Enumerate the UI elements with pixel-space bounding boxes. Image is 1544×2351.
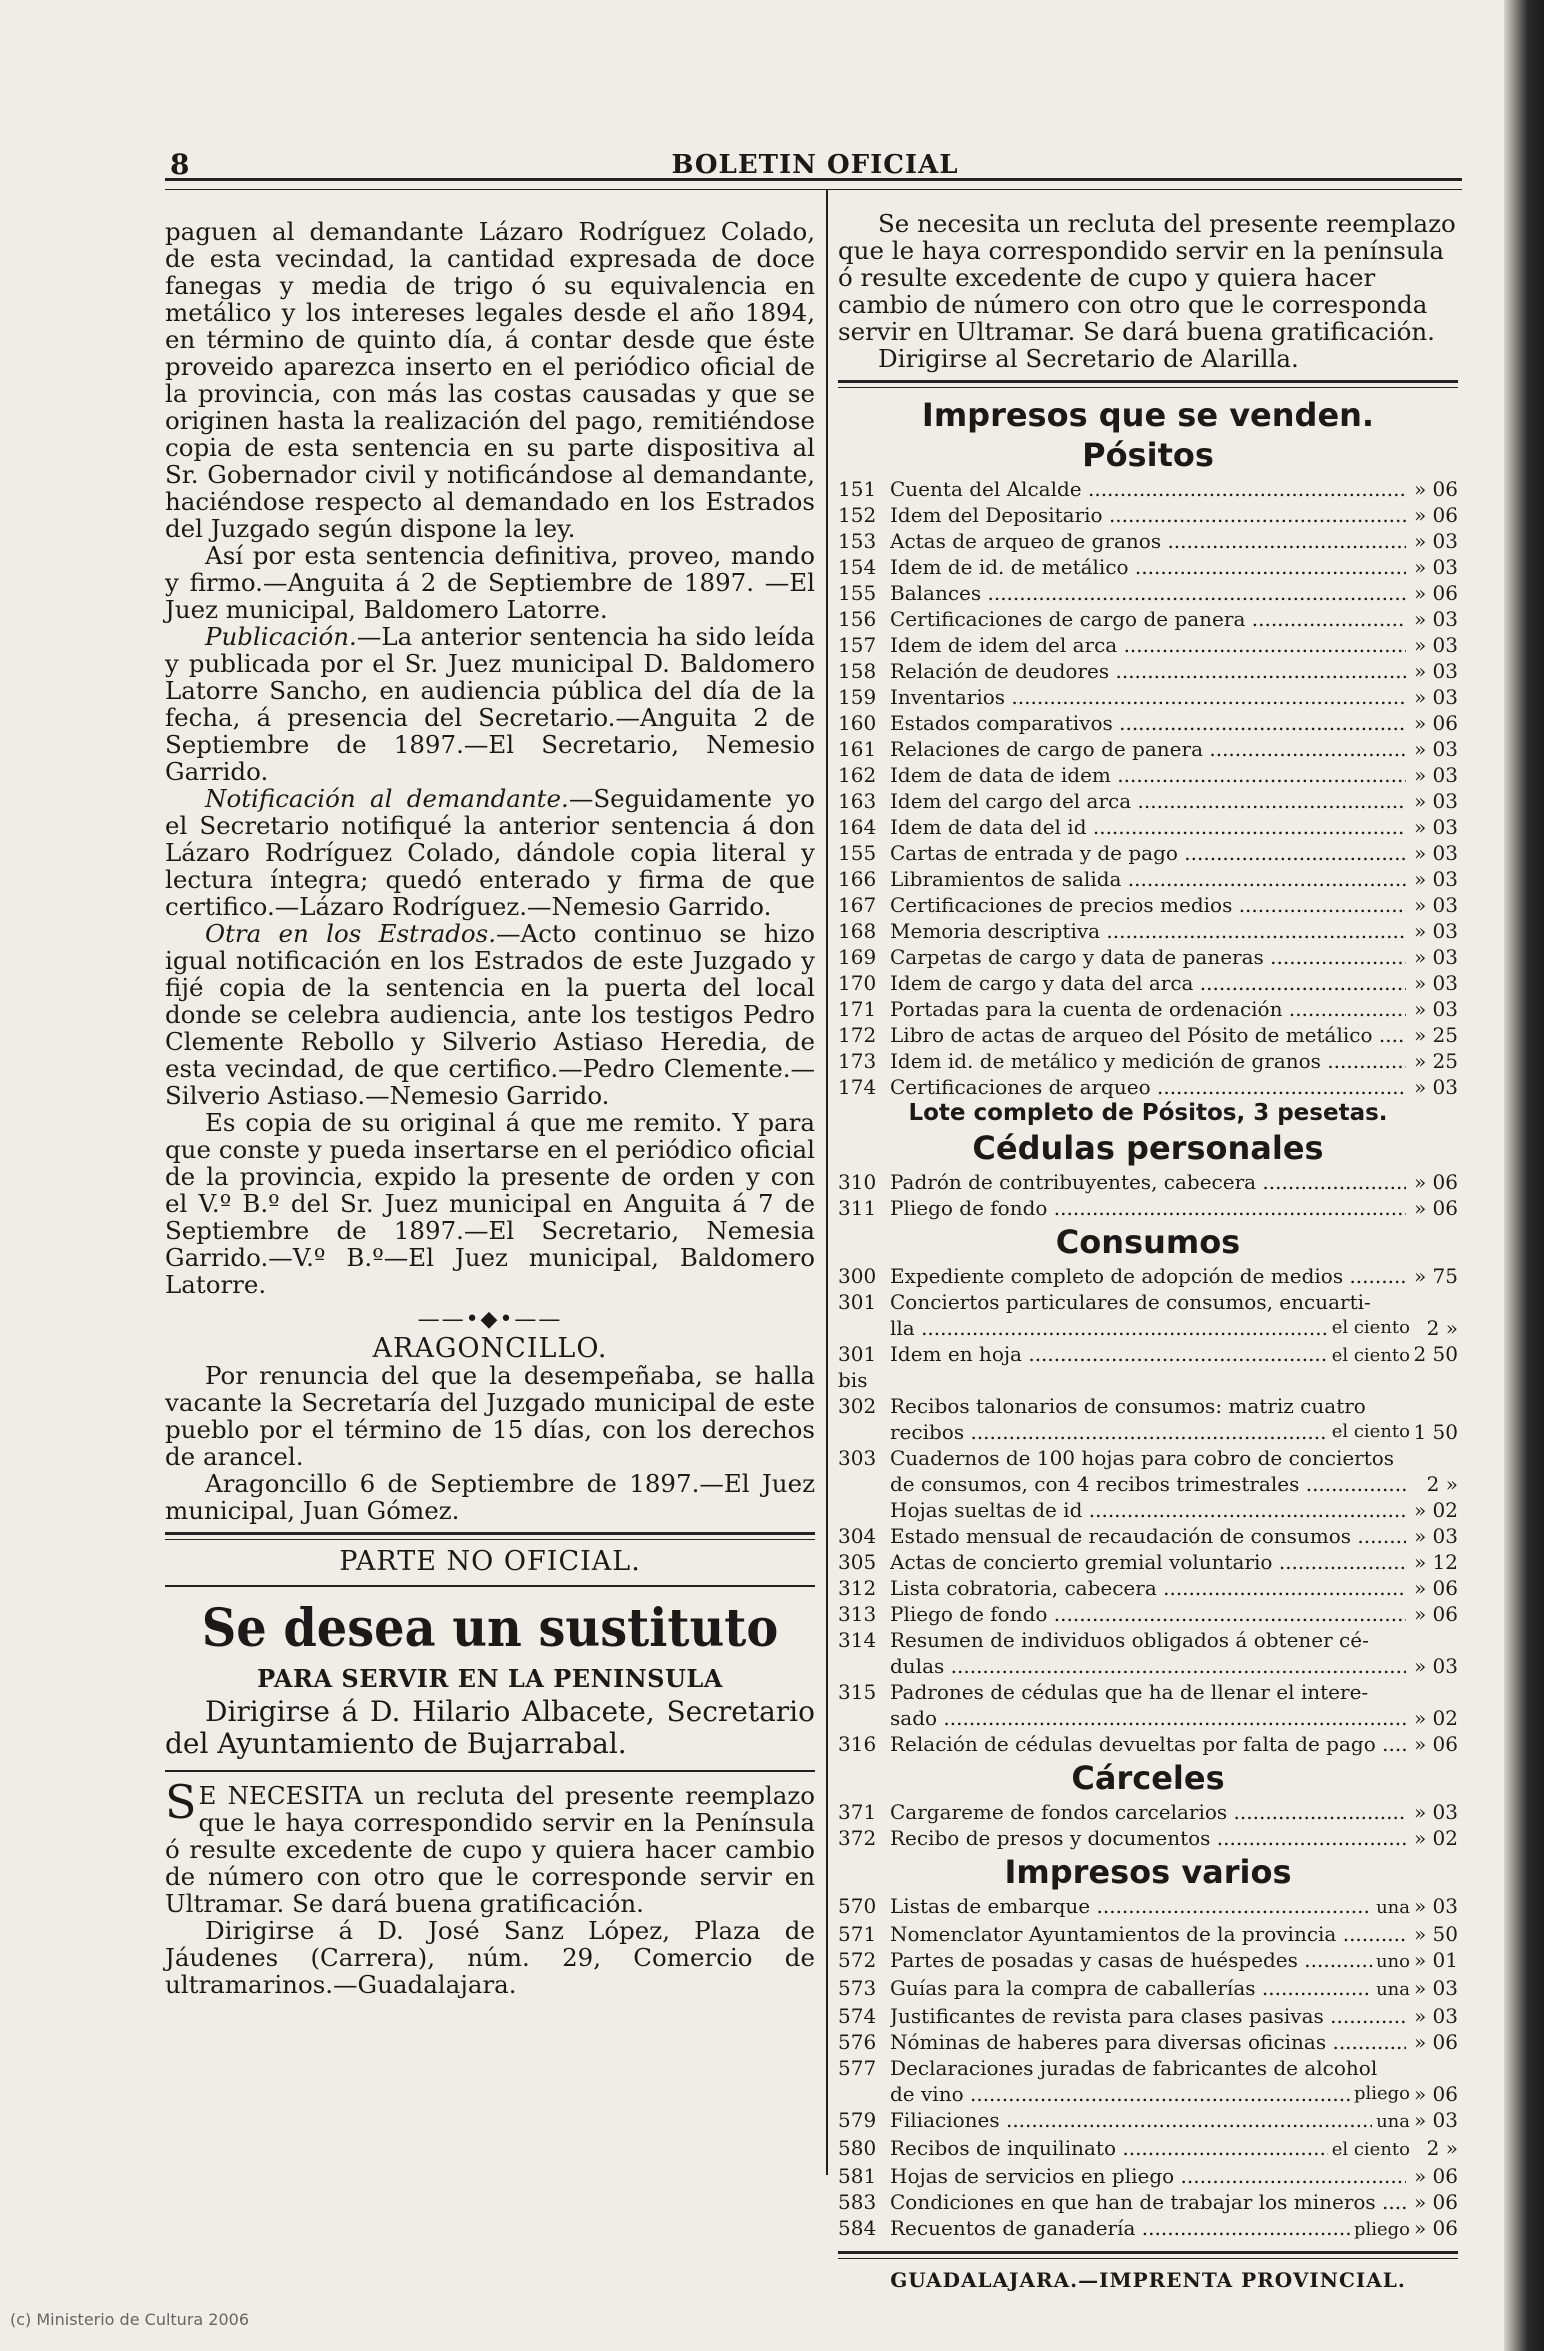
catalog-item xyxy=(838,2189,1458,2215)
catalog-item xyxy=(838,1022,1458,1048)
item-price: » 06 xyxy=(1413,503,1458,527)
item-description: Cartas de entrada y de pago ..... xyxy=(890,840,1406,866)
item-description: Relación de deudores ..... xyxy=(890,658,1406,684)
sustituto-body: Dirigirse á D. Hilario Albacete, Secretario del Ayuntamiento de Bujarrabal. xyxy=(165,1695,815,1760)
publicacion-text: —La anterior sentencia ha sido leída y publicada por el Sr. Juez municipal D. Baldomero Latorre Sancho, en audiencia pública del día de la fecha, á presencia del Secretario.—Anguita 2 de Septiembre de 1897.—El Secretario, Nemesio Garrido. xyxy=(165,622,815,786)
catalog-section-title: Cárceles xyxy=(1071,1759,1225,1797)
item-description-continued: de vino ..... xyxy=(890,2081,1350,2107)
item-number: 304 xyxy=(838,1524,877,1548)
catalog-item xyxy=(838,2003,1458,2029)
catalog-item xyxy=(838,2029,1458,2055)
item-number: 572 xyxy=(838,1948,877,1972)
catalog-item xyxy=(838,1679,1458,1705)
catalog-item xyxy=(838,1289,1458,1315)
item-price: » 06 xyxy=(1413,2082,1458,2106)
catalog-item xyxy=(838,1048,1458,1074)
section-rule xyxy=(838,380,1458,388)
item-price: » 06 xyxy=(1413,711,1458,735)
item-unit: pliego xyxy=(1353,2219,1410,2240)
item-number: 302 xyxy=(838,1394,877,1418)
catalog-item xyxy=(838,1947,1458,1975)
item-number: 579 xyxy=(838,2108,877,2132)
item-description-continued: recibos ..... xyxy=(890,1419,1328,1445)
catalog-item xyxy=(838,1195,1458,1221)
item-number: 155 xyxy=(838,581,877,605)
item-description: Carpetas de cargo y data de paneras ..... xyxy=(890,944,1406,970)
item-price: » 03 xyxy=(1413,659,1458,683)
item-description-continued: de consumos, con 4 recibos trimestrales ..... xyxy=(890,1471,1406,1497)
left-column xyxy=(165,218,815,1998)
item-description: Idem de data de idem ..... xyxy=(890,762,1406,788)
item-number: 300 xyxy=(838,1264,877,1288)
recluta-notice xyxy=(165,1775,815,1918)
item-unit: el ciento xyxy=(1331,2139,1410,2160)
item-description: Idem en hoja ..... xyxy=(890,1341,1328,1367)
catalog-item-continuation xyxy=(838,1653,1458,1679)
item-unit: una xyxy=(1376,1979,1410,2000)
catalog-item-continuation xyxy=(838,2081,1458,2107)
item-description: Certificaciones de precios medios ..... xyxy=(890,892,1406,918)
item-price: 2 » xyxy=(1426,1472,1458,1496)
item-number: 311 xyxy=(838,1196,877,1220)
item-number: 314 xyxy=(838,1628,877,1652)
item-unit: una xyxy=(1376,1897,1410,1918)
catalog-item xyxy=(838,1627,1458,1653)
item-description: Idem del cargo del arca ..... xyxy=(890,788,1406,814)
notice-body: Se necesita un recluta del presente reemplazo que le haya correspondido servir en la península ó resulte excedente de cupo y quiera hacer cambio de número con otro que le corresponda servir en Ultramar. Se dará buena gratificación. xyxy=(838,209,1456,346)
catalog-item xyxy=(838,762,1458,788)
catalog-item xyxy=(838,632,1458,658)
item-description: Partes de posadas y casas de huéspedes ..... xyxy=(890,1947,1372,1973)
item-price: » 03 xyxy=(1413,867,1458,891)
item-number: 172 xyxy=(838,1023,877,1047)
notificacion-paragraph xyxy=(165,785,815,920)
parte-no-oficial-heading: PARTE NO OFICIAL. xyxy=(339,1546,641,1577)
item-description: Inventarios ..... xyxy=(890,684,1406,710)
aragoncillo-signature: Aragoncillo 6 de Septiembre de 1897.—El Juez municipal, Juan Gómez. xyxy=(165,1469,815,1525)
sustituto-subtitle: PARA SERVIR EN LA PENINSULA xyxy=(257,1664,723,1693)
item-number: 570 xyxy=(838,1894,877,1918)
item-number: 152 xyxy=(838,503,877,527)
item-description: Portadas para la cuenta de ordenación ..... xyxy=(890,996,1406,1022)
item-description: Estado mensual de recaudación de consumos ..... xyxy=(890,1523,1406,1549)
item-unit: pliego xyxy=(1353,2083,1410,2104)
item-description: Hojas de servicios en pliego ..... xyxy=(890,2163,1406,2189)
item-price: » 03 xyxy=(1413,893,1458,917)
catalog-item xyxy=(838,814,1458,840)
item-description: Relación de cédulas devueltas por falta de pago ..... xyxy=(890,1731,1406,1757)
item-description: Padrones de cédulas que ha de llenar el intere- xyxy=(890,1680,1369,1704)
catalog-item xyxy=(838,658,1458,684)
item-description: Listas de embarque ..... xyxy=(890,1893,1372,1919)
item-description: Libramientos de salida ..... xyxy=(890,866,1406,892)
item-number: 313 xyxy=(838,1602,877,1626)
section-rule xyxy=(838,2251,1458,2259)
item-price: » 03 xyxy=(1413,763,1458,787)
catalog-item-continuation xyxy=(838,1419,1458,1445)
catalog-item xyxy=(838,1393,1458,1419)
item-description-continued: dulas ..... xyxy=(890,1653,1406,1679)
item-number: 371 xyxy=(838,1800,877,1824)
item-price: » 03 xyxy=(1413,2108,1458,2132)
section-rule xyxy=(165,1532,815,1540)
item-number: 315 xyxy=(838,1680,877,1704)
catalog-item xyxy=(838,502,1458,528)
item-description: Pliego de fondo ..... xyxy=(890,1601,1406,1627)
item-description: Recibos de inquilinato ..... xyxy=(890,2135,1328,2161)
item-description: Idem de idem del arca ..... xyxy=(890,632,1406,658)
item-number: 154 xyxy=(838,555,877,579)
item-description: Justificantes de revista para clases pasivas ..... xyxy=(890,2003,1406,2029)
item-number: 164 xyxy=(838,815,877,839)
item-description: Certificaciones de cargo de panera ..... xyxy=(890,606,1406,632)
item-number: 155 xyxy=(838,841,877,865)
item-number: 159 xyxy=(838,685,877,709)
item-description: Recibo de presos y documentos ..... xyxy=(890,1825,1406,1851)
item-description: Lista cobratoria, cabecera ..... xyxy=(890,1575,1406,1601)
catalog-item xyxy=(838,2163,1458,2189)
item-number: 157 xyxy=(838,633,877,657)
item-description: Cuenta del Alcalde ..... xyxy=(890,476,1406,502)
item-price: 2 » xyxy=(1426,1316,1458,1340)
catalog-item xyxy=(838,2135,1458,2163)
item-number: 169 xyxy=(838,945,877,969)
item-price: » 03 xyxy=(1413,607,1458,631)
item-description: Memoria descriptiva ..... xyxy=(890,918,1406,944)
item-number: 167 xyxy=(838,893,877,917)
copia-paragraph: Es copia de su original á que me remito. Y para que conste y pueda insertarse en el periódico oficial de la provincia, expido la presente de orden y con el V.º B.º del Sr. Juez municipal en Anguita á 7 de Septiembre de 1897.—El Secretario, Nemesia Garrido.—V.º B.º—El Juez municipal, Baldomero Latorre. xyxy=(165,1108,815,1299)
catalog-item xyxy=(838,1549,1458,1575)
running-title: BOLETIN OFICIAL xyxy=(671,150,959,180)
catalog-title: Impresos que se venden. xyxy=(921,396,1375,434)
item-price: » 03 xyxy=(1413,997,1458,1021)
item-number: 581 xyxy=(838,2164,877,2188)
item-number: 303 xyxy=(838,1446,877,1470)
catalog-item-continuation xyxy=(838,1705,1458,1731)
item-number: 312 xyxy=(838,1576,877,1600)
item-unit: uno xyxy=(1375,1951,1410,1972)
item-description: Idem del Depositario ..... xyxy=(890,502,1406,528)
item-number: 372 xyxy=(838,1826,877,1850)
notificacion-text: —Seguidamente yo el Secretario notifiqué la anterior sentencia á don Lázaro Rodríguez Colado, dándole copia literal y lectura íntegra; quedó enterado y firma de que certifico.—Lázaro Rodríguez.—Nemesio Garrido. xyxy=(165,784,815,921)
item-price: » 50 xyxy=(1413,1922,1458,1946)
catalog-item xyxy=(838,970,1458,996)
item-description: Padrón de contribuyentes, cabecera ..... xyxy=(890,1169,1406,1195)
catalog-item xyxy=(838,1263,1458,1289)
catalog-section-title: Consumos xyxy=(1055,1223,1241,1261)
item-price: » 06 xyxy=(1413,2190,1458,2214)
catalog-item xyxy=(838,1575,1458,1601)
catalog-item xyxy=(838,476,1458,502)
catalog-item xyxy=(838,1523,1458,1549)
item-description-continued: lla ..... xyxy=(890,1315,1328,1341)
catalog-item xyxy=(838,1169,1458,1195)
item-price: » 02 xyxy=(1413,1706,1458,1730)
item-description: Certificaciones de arqueo ..... xyxy=(890,1074,1406,1100)
item-description: Relaciones de cargo de panera ..... xyxy=(890,736,1406,762)
item-price: » 25 xyxy=(1413,1023,1458,1047)
publicacion-label: Publicación. xyxy=(205,622,357,651)
item-number: 153 xyxy=(838,529,877,553)
catalog-item xyxy=(838,736,1458,762)
item-description: Condiciones en que han de trabajar los mineros ..... xyxy=(890,2189,1406,2215)
catalog-item-continuation xyxy=(838,1315,1458,1341)
page-edge-shadow xyxy=(1504,0,1544,2351)
item-price: » 02 xyxy=(1413,1826,1458,1850)
item-description: Nomenclator Ayuntamientos de la provincia ..... xyxy=(890,1921,1406,1947)
notice-contact: Dirigirse al Secretario de Alarilla. xyxy=(878,344,1299,373)
item-description: Guías para la compra de caballerías ..... xyxy=(890,1975,1372,2001)
item-number: 171 xyxy=(838,997,877,1021)
item-number: 584 xyxy=(838,2216,877,2240)
item-price: » 06 xyxy=(1413,477,1458,501)
item-price: » 03 xyxy=(1413,1894,1458,1918)
item-price: » 01 xyxy=(1413,1948,1458,1972)
item-price: » 03 xyxy=(1413,841,1458,865)
item-description: Estados comparativos ..... xyxy=(890,710,1406,736)
item-price: » 06 xyxy=(1413,1196,1458,1220)
item-description: Declaraciones juradas de fabricantes de alcohol xyxy=(890,2056,1378,2080)
item-unit: el ciento xyxy=(1331,1345,1410,1366)
item-description: Cuadernos de 100 hojas para cobro de conciertos xyxy=(890,1446,1395,1470)
sustituto-title: Se desea un sustituto xyxy=(201,1598,779,1659)
item-number: 168 xyxy=(838,919,877,943)
item-number: 161 xyxy=(838,737,877,761)
aragoncillo-heading: ARAGONCILLO. xyxy=(372,1333,608,1364)
item-number: 160 xyxy=(838,711,877,735)
catalog-item xyxy=(838,1975,1458,2003)
item-price: » 03 xyxy=(1413,1075,1458,1099)
item-price: » 03 xyxy=(1413,529,1458,553)
catalog-item-continuation xyxy=(838,1471,1458,1497)
page-number: 8 xyxy=(170,148,190,181)
item-price: » 03 xyxy=(1413,555,1458,579)
item-price: » 06 xyxy=(1413,2164,1458,2188)
header-rule xyxy=(165,178,1462,190)
sentence-paragraph: paguen al demandante Lázaro Rodríguez Colado, de esta vecindad, la cantidad expresada de doce fanegas y media de trigo ó su equivalencia en metálico y los intereses legales desde el año 1894, en término de quinto día, á contar desde que éste proveido aparezca inserto en el periódico oficial de la provincia, con más las costas causadas y que se originen hasta la realización del pago, remitiéndose copia de esta sentencia en su parte dispositiva al Sr. Gobernador civil y notificándose al demandante, haciéndose respecto al demandado en los Estrados del Juzgado según dispone la ley. xyxy=(165,217,815,543)
catalog-item xyxy=(838,710,1458,736)
item-price: » 06 xyxy=(1413,1170,1458,1194)
item-price: » 03 xyxy=(1413,633,1458,657)
item-price: » 03 xyxy=(1413,1654,1458,1678)
item-price: 2 50 xyxy=(1413,1342,1458,1366)
catalog-section-title: Cédulas personales xyxy=(972,1129,1324,1167)
catalog-item xyxy=(838,1445,1458,1471)
catalog-item xyxy=(838,918,1458,944)
item-price: » 03 xyxy=(1413,737,1458,761)
item-price: » 75 xyxy=(1413,1264,1458,1288)
item-price: 2 » xyxy=(1426,2136,1458,2160)
copyright-notice: (c) Ministerio de Cultura 2006 xyxy=(10,2310,249,2329)
item-description: Resumen de individuos obligados á obtener cé- xyxy=(890,1628,1369,1652)
section-rule xyxy=(165,1585,815,1587)
item-number: 174 xyxy=(838,1075,877,1099)
catalog-item xyxy=(838,1921,1458,1947)
item-price: » 02 xyxy=(1413,1498,1458,1522)
item-unit: una xyxy=(1376,2111,1410,2132)
right-column xyxy=(838,210,1458,2294)
sentence-paragraph: Así por esta sentencia definitiva, proveo, mando y firmo.—Anguita á 2 de Septiembre de 1897. —El Juez municipal, Baldomero Latorre. xyxy=(165,541,815,624)
item-price: » 06 xyxy=(1413,2216,1458,2240)
catalog-item xyxy=(838,2055,1458,2081)
catalog-item xyxy=(838,1893,1458,1921)
item-price: » 03 xyxy=(1413,789,1458,813)
item-number: 301 xyxy=(838,1290,877,1314)
item-number: 305 xyxy=(838,1550,877,1574)
item-description: Libro de actas de arqueo del Pósito de metálico ..... xyxy=(890,1022,1406,1048)
catalog-item xyxy=(838,528,1458,554)
otra-paragraph xyxy=(165,920,815,1109)
catalog-item xyxy=(838,996,1458,1022)
item-number: 583 xyxy=(838,2190,877,2214)
item-description: Actas de arqueo de granos ..... xyxy=(890,528,1406,554)
imprint: GUADALAJARA.—IMPRENTA PROVINCIAL. xyxy=(890,2268,1406,2292)
item-unit: el ciento xyxy=(1331,1317,1410,1338)
catalog-item xyxy=(838,1601,1458,1627)
item-number: 577 xyxy=(838,2056,877,2080)
catalog-section-title: Impresos varios xyxy=(1004,1853,1292,1891)
otra-text: —Acto continuo se hizo igual notificación en los Estrados de este Juzgado y fijé copia de la sentencia en la puerta del local donde se celebra audiencia, ante los testigos Pedro Clemente Rebollo y Silverio Astiaso Heredia, de esta vecindad, de que certifico.—Pedro Clemente.—Silverio Astiaso.—Nemesio Garrido. xyxy=(165,919,815,1110)
item-number: 316 xyxy=(838,1732,877,1756)
catalog-section-title: Pósitos xyxy=(1082,436,1214,474)
ornament-divider: ——•◆•—— xyxy=(417,1307,563,1332)
catalog-item xyxy=(838,2107,1458,2135)
item-description-continued: sado ..... xyxy=(890,1705,1406,1731)
item-price: » 03 xyxy=(1413,1524,1458,1548)
catalog xyxy=(838,436,1458,2243)
catalog-item xyxy=(838,580,1458,606)
item-description: Hojas sueltas de id ..... xyxy=(890,1497,1406,1523)
item-number: 158 xyxy=(838,659,877,683)
catalog-item xyxy=(838,944,1458,970)
item-number: 301 bis xyxy=(838,1342,877,1392)
notificacion-label: Notificación al demandante. xyxy=(205,784,569,813)
item-price: » 03 xyxy=(1413,2004,1458,2028)
catalog-item xyxy=(838,866,1458,892)
item-price: » 03 xyxy=(1413,945,1458,969)
item-price: » 06 xyxy=(1413,581,1458,605)
item-price: » 06 xyxy=(1413,2030,1458,2054)
item-price: » 03 xyxy=(1413,1976,1458,2000)
publicacion-paragraph xyxy=(165,623,815,785)
catalog-item xyxy=(838,606,1458,632)
item-number: 151 xyxy=(838,477,877,501)
item-price: 1 50 xyxy=(1413,1420,1458,1444)
item-description: Idem de cargo y data del arca ..... xyxy=(890,970,1406,996)
item-number: 170 xyxy=(838,971,877,995)
column-divider xyxy=(826,190,828,2175)
item-price: » 06 xyxy=(1413,1732,1458,1756)
item-number: 162 xyxy=(838,763,877,787)
catalog-item xyxy=(838,1799,1458,1825)
item-price: » 06 xyxy=(1413,1576,1458,1600)
item-description: Actas de concierto gremial voluntario ..... xyxy=(890,1549,1406,1575)
item-unit: el ciento xyxy=(1331,1421,1410,1442)
catalog-item xyxy=(838,892,1458,918)
item-description: Pliego de fondo ..... xyxy=(890,1195,1406,1221)
item-description: Idem id. de metálico y medición de granos ..... xyxy=(890,1048,1406,1074)
item-number: 573 xyxy=(838,1976,877,2000)
item-number: 574 xyxy=(838,2004,877,2028)
catalog-item xyxy=(838,1074,1458,1100)
item-number: 173 xyxy=(838,1049,877,1073)
aragoncillo-body: Por renuncia del que la desempeñaba, se halla vacante la Secretaría del Juzgado municipal de este pueblo por el término de 15 días, con los derechos de arancel. xyxy=(165,1361,815,1471)
item-price: » 03 xyxy=(1413,1800,1458,1824)
catalog-item xyxy=(838,840,1458,866)
item-number: 163 xyxy=(838,789,877,813)
item-description: Idem de id. de metálico ..... xyxy=(890,554,1406,580)
item-price: » 03 xyxy=(1413,815,1458,839)
section-rule xyxy=(165,1770,815,1772)
item-price: » 03 xyxy=(1413,685,1458,709)
catalog-item xyxy=(838,554,1458,580)
recluta-body: E NECESITA un recluta del presente reemplazo que le haya correspondido servir en la Península ó resulte excedente de cupo y quiera hacer cambio de número con otro que le corresponde servir en Ultramar. Se dará buena gratificación. xyxy=(165,1781,815,1918)
item-number: 156 xyxy=(838,607,877,631)
catalog-item xyxy=(838,1341,1458,1393)
item-number: 571 xyxy=(838,1922,877,1946)
catalog-item xyxy=(838,1825,1458,1851)
item-description: Conciertos particulares de consumos, encuarti- xyxy=(890,1290,1371,1314)
item-description: Balances ..... xyxy=(890,580,1406,606)
item-price: » 03 xyxy=(1413,971,1458,995)
item-description: Expediente completo de adopción de medios ..... xyxy=(890,1263,1406,1289)
item-price: » 06 xyxy=(1413,1602,1458,1626)
catalog-item xyxy=(838,1731,1458,1757)
recluta-contact: Dirigirse á D. José Sanz López, Plaza de Jáudenes (Carrera), núm. 29, Comercio de ultramarinos.—Guadalajara. xyxy=(165,1916,815,1999)
otra-label: Otra en los Estrados. xyxy=(205,919,496,948)
item-number: 576 xyxy=(838,2030,877,2054)
section-footer: Lote completo de Pósitos, 3 pesetas. xyxy=(908,1100,1388,1126)
item-description: Idem de data del id ..... xyxy=(890,814,1406,840)
item-description: Filiaciones ..... xyxy=(890,2107,1372,2133)
item-number: 310 xyxy=(838,1170,877,1194)
item-price: » 03 xyxy=(1413,919,1458,943)
dropcap: S xyxy=(165,1775,197,1829)
item-description: Nóminas de haberes para diversas oficinas ..... xyxy=(890,2029,1406,2055)
catalog-item xyxy=(838,788,1458,814)
item-description: Cargareme de fondos carcelarios ..... xyxy=(890,1799,1406,1825)
item-description: Recuentos de ganadería ..... xyxy=(890,2215,1350,2241)
item-number: 580 xyxy=(838,2136,877,2160)
item-price: » 25 xyxy=(1413,1049,1458,1073)
catalog-item xyxy=(838,684,1458,710)
item-description: Recibos talonarios de consumos: matriz cuatro xyxy=(890,1394,1366,1418)
catalog-item xyxy=(838,2215,1458,2243)
item-price: » 12 xyxy=(1413,1550,1458,1574)
catalog-item xyxy=(838,1497,1458,1523)
item-number: 166 xyxy=(838,867,877,891)
